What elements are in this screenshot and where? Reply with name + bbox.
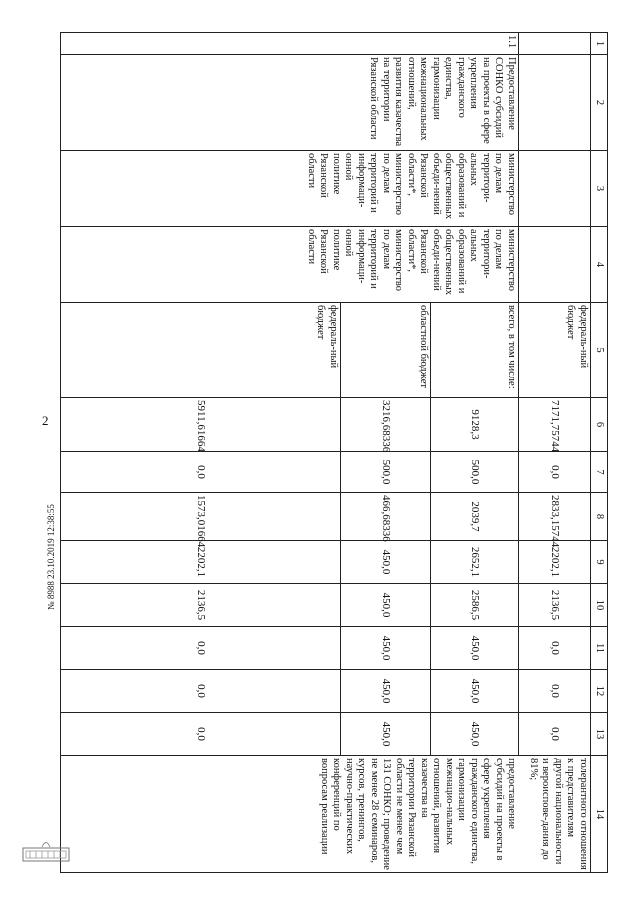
- value-cell: 2833,15744: [519, 493, 591, 541]
- value-cell: 3216,68336: [341, 398, 431, 452]
- value-cell: 0,0: [519, 713, 591, 756]
- table-row: [519, 33, 591, 873]
- value-cell: 2202,1: [61, 541, 341, 584]
- value-cell: 0,0: [61, 452, 341, 493]
- value-cell: 466,68336: [341, 493, 431, 541]
- header-cell: 4: [591, 227, 608, 303]
- header-cell: 14: [591, 756, 608, 873]
- source-cell: федераль-ный бюджет: [61, 303, 341, 398]
- header-cell: 9: [591, 541, 608, 584]
- value-cell: 450,0: [341, 713, 431, 756]
- source-cell: областной бюджет: [341, 303, 431, 398]
- value-cell: 450,0: [341, 541, 431, 584]
- budget-table-rotated: [58, 32, 608, 872]
- value-cell: 450,0: [431, 713, 519, 756]
- value-cell: 2202,1: [519, 541, 591, 584]
- value-cell: 5911,61664: [61, 398, 341, 452]
- value-cell: 0,0: [519, 452, 591, 493]
- cell-empty: [519, 55, 591, 151]
- header-cell: 10: [591, 584, 608, 627]
- header-cell: 11: [591, 627, 608, 670]
- value-cell: 500,0: [341, 452, 431, 493]
- value-cell: 450,0: [341, 584, 431, 627]
- header-cell: 5: [591, 303, 608, 398]
- value-cell: 0,0: [519, 670, 591, 713]
- source-cell: федераль-ный бюджет: [519, 303, 591, 398]
- value-cell: 0,0: [61, 713, 341, 756]
- value-cell: 2586,5: [431, 584, 519, 627]
- registration-footer: № 8988 23.10.2019 12:38:55: [46, 504, 56, 610]
- value-cell: 500,0: [431, 452, 519, 493]
- item-number: 1.1: [61, 33, 519, 55]
- result-cell: толерантного отношения к представителям другой национальности и вероиспове-дания до 81%;: [519, 756, 591, 873]
- value-cell: 450,0: [431, 627, 519, 670]
- value-cell: 2652,1: [431, 541, 519, 584]
- value-cell: 0,0: [61, 627, 341, 670]
- item-description: Предоставление СОНКО субсидий на проекты в сфере укрепления гражданского единства, гармонизации межнациональных отношений, развития казачества на территории Рязанской области: [61, 55, 519, 151]
- value-cell: 7171,75744: [519, 398, 591, 452]
- header-cell: 13: [591, 713, 608, 756]
- header-cell: 3: [591, 151, 608, 227]
- page-number: 2: [42, 413, 49, 428]
- cell-empty: [519, 33, 591, 55]
- header-cell: 12: [591, 670, 608, 713]
- header-cell: 7: [591, 452, 608, 493]
- header-cell: 1: [591, 33, 608, 55]
- source-cell: всего, в том числе:: [431, 303, 519, 398]
- value-cell: 450,0: [341, 627, 431, 670]
- header-cell: 6: [591, 398, 608, 452]
- value-cell: 0,0: [519, 627, 591, 670]
- responsible-cell: министерство по делам территори-альных образований и общественных объеди-нений Рязанской области*, министерство по делам территорий и информаци-онной политике Рязанской области: [61, 151, 519, 227]
- value-cell: 2039,7: [431, 493, 519, 541]
- result-cell: предоставление субсидий на проекты в сфере укрепления гражданского единства, гармонизации межнацио-нальных отношений, развития казачества на территории Рязанской области не менее чем 131 СОНКО; проведение не менее 28 семинаров, курсов, тренингов, научно-практических конференций по вопросам реализации: [61, 756, 519, 873]
- coexecutor-cell: министерство по делам территори-альных образований и общественных объеди-нений Рязанской области*, министерство по делам территорий и информаци-онной политике Рязанской области: [61, 227, 519, 303]
- value-cell: 450,0: [431, 670, 519, 713]
- value-cell: 9128,3: [431, 398, 519, 452]
- header-cell: 8: [591, 493, 608, 541]
- budget-table: [60, 32, 608, 873]
- table-row: [431, 33, 519, 873]
- header-cell: 2: [591, 55, 608, 151]
- value-cell: 1573,01664: [61, 493, 341, 541]
- value-cell: 0,0: [61, 670, 341, 713]
- stamp-mark-icon: [22, 836, 70, 862]
- value-cell: 450,0: [341, 670, 431, 713]
- header-row: [591, 33, 608, 873]
- value-cell: 2136,5: [519, 584, 591, 627]
- cell-empty: [519, 227, 591, 303]
- cell-empty: [519, 151, 591, 227]
- value-cell: 2136,5: [61, 584, 341, 627]
